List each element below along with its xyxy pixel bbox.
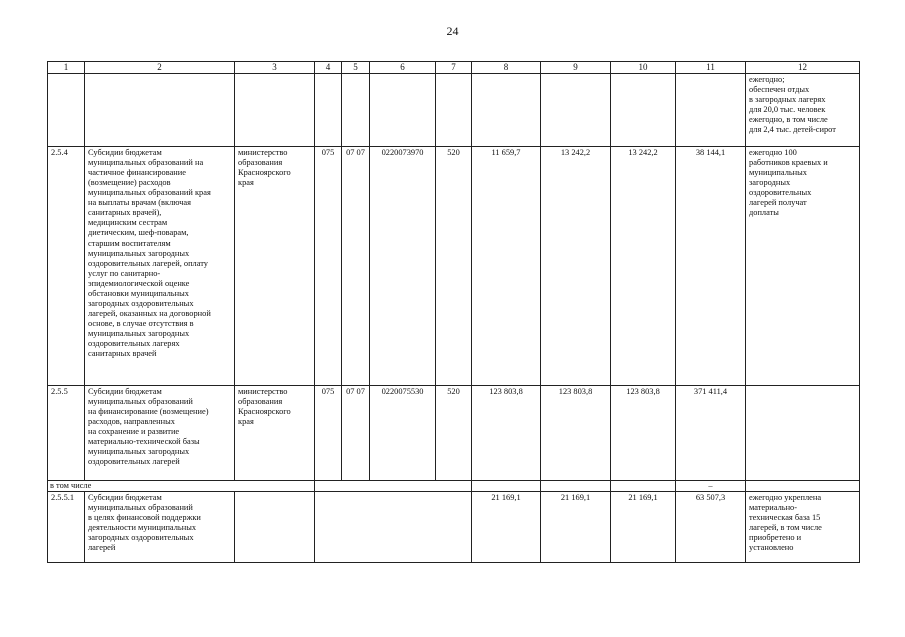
row-rzpr: 07 07: [342, 146, 370, 385]
table-cell: [541, 73, 611, 146]
row-vr: 520: [436, 385, 472, 480]
table-cell: [342, 73, 370, 146]
row-csr: 0220073970: [370, 146, 436, 385]
col-header: 11: [676, 62, 746, 74]
table-cell: [541, 480, 611, 491]
table-cell: [235, 73, 315, 146]
table-cell: [611, 480, 676, 491]
row-ministry: министерство образования Красноярского края: [235, 385, 315, 480]
note-row: [48, 480, 860, 491]
program-table: [47, 61, 860, 563]
row-total: 63 507,3: [676, 491, 746, 562]
table-row: [48, 146, 860, 385]
note-label: в том числе: [48, 480, 315, 491]
col-header: 8: [472, 62, 541, 74]
row-csr: 0220075530: [370, 385, 436, 480]
table-cell: [370, 73, 436, 146]
table-cell: [48, 73, 85, 146]
row-y3: 21 169,1: [611, 491, 676, 562]
table-cell: [235, 491, 315, 562]
table-cell: [315, 480, 472, 491]
row-grbs: 075: [315, 385, 342, 480]
row-name: Субсидии бюджетам муниципальных образований в целях финансовой поддержки деятельности муниципальных загородных оздоровительных лагерей: [85, 491, 235, 562]
table-row: [48, 491, 860, 562]
note-dash: –: [676, 480, 746, 491]
row-rzpr: 07 07: [342, 385, 370, 480]
row-ministry: министерство образования Красноярского края: [235, 146, 315, 385]
table-cell: [472, 73, 541, 146]
row-grbs: 075: [315, 146, 342, 385]
col-header: 4: [315, 62, 342, 74]
row-id: 2.5.5.1: [48, 491, 85, 562]
row-name: Субсидии бюджетам муниципальных образований на частичное финансирование (возмещение) расходов муниципальных образований края на выплаты врачам (включая санитарных врачей), медицинским сестрам диетическим, шеф-поварам, старшим воспитателям муниципальных загородных оздоровительных лагерей, оплату услуг по санитарно- эпидемиологической оценке обстановки муниципальных загородных оздоровительных лагерей, оказанных на договорной основе, в случае отсутствия в муниципальных загородных оздоровительных лагерях санитарных врачей: [85, 146, 235, 385]
table-cell: [315, 491, 472, 562]
row-y2: 123 803,8: [541, 385, 611, 480]
col-header: 12: [746, 62, 860, 74]
row-id: 2.5.4: [48, 146, 85, 385]
row-result: ежегодно 100 работников краевых и муниципальных загородных оздоровительных лагерей получат доплаты: [746, 146, 860, 385]
table-cell: [746, 480, 860, 491]
col-header: 6: [370, 62, 436, 74]
row-result: ежегодно укреплена материально- техническая база 15 лагерей, в том числе приобретено и установлено: [746, 491, 860, 562]
row-total: 38 144,1: [676, 146, 746, 385]
col-header: 9: [541, 62, 611, 74]
table-cell: [611, 73, 676, 146]
row-id: 2.5.5: [48, 385, 85, 480]
continuation-row: [48, 73, 860, 146]
row-name: Субсидии бюджетам муниципальных образований на финансирование (возмещение) расходов, направленных на сохранение и развитие материально-технической базы муниципальных загородных оздоровительных лагерей: [85, 385, 235, 480]
table-cell: [85, 73, 235, 146]
row-y3: 123 803,8: [611, 385, 676, 480]
col-header: 3: [235, 62, 315, 74]
row-y1: 11 659,7: [472, 146, 541, 385]
row-result: [746, 385, 860, 480]
result-cell: ежегодно; обеспечен отдых в загородных лагерях для 20,0 тыс. человек ежегодно, в том числе для 2,4 тыс. детей-сирот: [746, 73, 860, 146]
page-number: 24: [446, 24, 459, 38]
col-header: 2: [85, 62, 235, 74]
header-row: [48, 62, 860, 74]
table-cell: [315, 73, 342, 146]
row-vr: 520: [436, 146, 472, 385]
row-y1: 123 803,8: [472, 385, 541, 480]
col-header: 10: [611, 62, 676, 74]
col-header: 7: [436, 62, 472, 74]
table-cell: [472, 480, 541, 491]
row-y2: 13 242,2: [541, 146, 611, 385]
col-header: 5: [342, 62, 370, 74]
table-row: [48, 385, 860, 480]
row-y2: 21 169,1: [541, 491, 611, 562]
table-cell: [676, 73, 746, 146]
row-total: 371 411,4: [676, 385, 746, 480]
row-y1: 21 169,1: [472, 491, 541, 562]
row-y3: 13 242,2: [611, 146, 676, 385]
table-cell: [436, 73, 472, 146]
col-header: 1: [48, 62, 85, 74]
